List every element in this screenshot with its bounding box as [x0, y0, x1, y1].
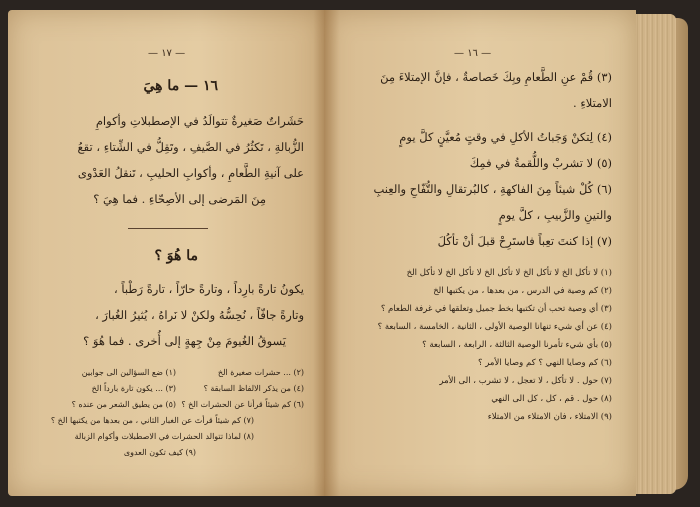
- passage2-line-1: يكونُ تارةً بارِداً ، وتارةً حارّاً ، تارةً رَطْباً ،: [114, 282, 304, 296]
- advice-line: (٥) لا تشربْ واللُّقمةُ في فمِكَ: [469, 156, 612, 170]
- passage2-line-2: وتارةً جافّاً ، نُحِسُّهُ ولكنْ لا نَراهُ ، يُثيرُ الغُبارَ ،: [95, 308, 304, 322]
- exercise-line: (٢) كم وصية في الدرس ، من بعدها ، من يكتبها الخ: [433, 286, 612, 296]
- page-edges: [634, 14, 676, 494]
- open-book: [8, 10, 692, 498]
- passage-line-4: مِنَ المَرضى إلى الأصِحّاءِ . فما هِيَ ؟: [93, 192, 266, 206]
- advice-line: والتينِ والزَّبيبِ ، كلَّ يومٍ: [498, 208, 612, 222]
- advice-line: (٤) لِتكنْ وَجَباتُ الأكلِ في وقتٍ مُعيَّنٍ كلَّ يومٍ: [399, 130, 612, 144]
- question-item: (٨) لماذا تتوالد الحشرات في الاصطبلات وأكوام الزبالة: [74, 432, 254, 441]
- passage-line-2: الزُّبالةِ ، تَكثُرُ في الصَّيفِ ، وتَقِلُّ في الشِّتاءِ ، تقعُ: [77, 140, 304, 154]
- exercise-line: (٨) حول . قم ، كل ، كل الى النهي: [491, 394, 612, 404]
- advice-line: (٧) إذا كنتَ تعِباً فاستَرِحْ قبلَ أنْ تأكُلَ: [437, 234, 612, 248]
- exercise-line: (٤) عن أي شيء تنهانا الوصية الأولى ، الثانية ، الخامسة ، السابعة ؟: [377, 322, 612, 332]
- passage-line-1: حَشَراتٌ صَغيرةٌ تتوالَدُ في الإصطبلاتِ وأكوامِ: [95, 114, 304, 128]
- question-item: (٢) ... حشرات صغيرة الخ: [217, 368, 304, 377]
- exercise-line: (٦) كم وصايا النهي ؟ كم وصايا الأمر ؟: [478, 358, 612, 368]
- left-page-number: — ١٧ —: [148, 48, 186, 59]
- question-item: (٦) كم شيئاً قرأنا عن الحشرات الخ ؟: [181, 400, 304, 409]
- question-item: (٣) ... يكون تارة بارداً الخ: [91, 384, 176, 393]
- advice-line: (٦) كُلْ شيئاً مِنَ الفاكهةِ ، كالبُرتقالِ والتُّفّاحِ والعِنبِ: [373, 182, 612, 196]
- left-subheading: ما هُوَ ؟: [154, 248, 198, 264]
- passage-line-3: على آنيةِ الطَّعامِ ، وأكوابِ الحليبِ ، تَنقلُ العَدْوى: [77, 166, 304, 180]
- right-page-number: — ١٦ —: [454, 48, 492, 59]
- exercise-line: (١) لا تأكل الخ لا تأكل الخ لا تأكل الخ لا تأكل الخ لا تأكل الخ: [406, 268, 612, 278]
- exercise-line: (٣) أي وصية تحب أن تكتبها بخط جميل وتعلقها في غرفة الطعام ؟: [380, 304, 612, 314]
- question-item: (٥) من يطيق الشعر من عنده ؟: [71, 400, 176, 409]
- exercise-line: (٩) الامتلاء ، فان الامتلاء من الامتلاء: [487, 412, 612, 422]
- right-page: [324, 10, 636, 496]
- question-item: (٤) من يذكر الالفاظ السابقة ؟: [203, 384, 304, 393]
- left-heading: ١٦ — ما هِيَ: [143, 78, 218, 94]
- advice-line: (٣) قُمْ عنِ الطَّعامِ وبِكَ خَصاصةٌ ، فإنَّ الإمتلاءَ مِنَ: [380, 70, 612, 84]
- separator: [128, 228, 208, 229]
- passage2-line-3: يَسوقُ الغُيومَ مِنْ جِهةٍ إلى أُخرى . فما هُوَ ؟: [83, 334, 286, 348]
- exercise-line: (٧) حول . لا تأكل ، لا تعجل ، لا تشرب ، الى الأمر: [439, 376, 612, 386]
- advice-line: الامتلاءِ .: [573, 96, 612, 110]
- exercise-line: (٥) بأي شيء تأمرنا الوصية الثالثة ، الرابعة ، السابعة ؟: [422, 340, 612, 350]
- question-item: (٩) كيف تكون العدوى: [123, 448, 196, 457]
- left-page: [8, 10, 326, 496]
- question-item: (١) ضع السؤالين الى جوابين: [81, 368, 176, 377]
- question-item: (٧) كم شيئاً قرأتَ عن الغبار الثاني ، من بعدها من يكتبها الخ ؟: [50, 416, 254, 425]
